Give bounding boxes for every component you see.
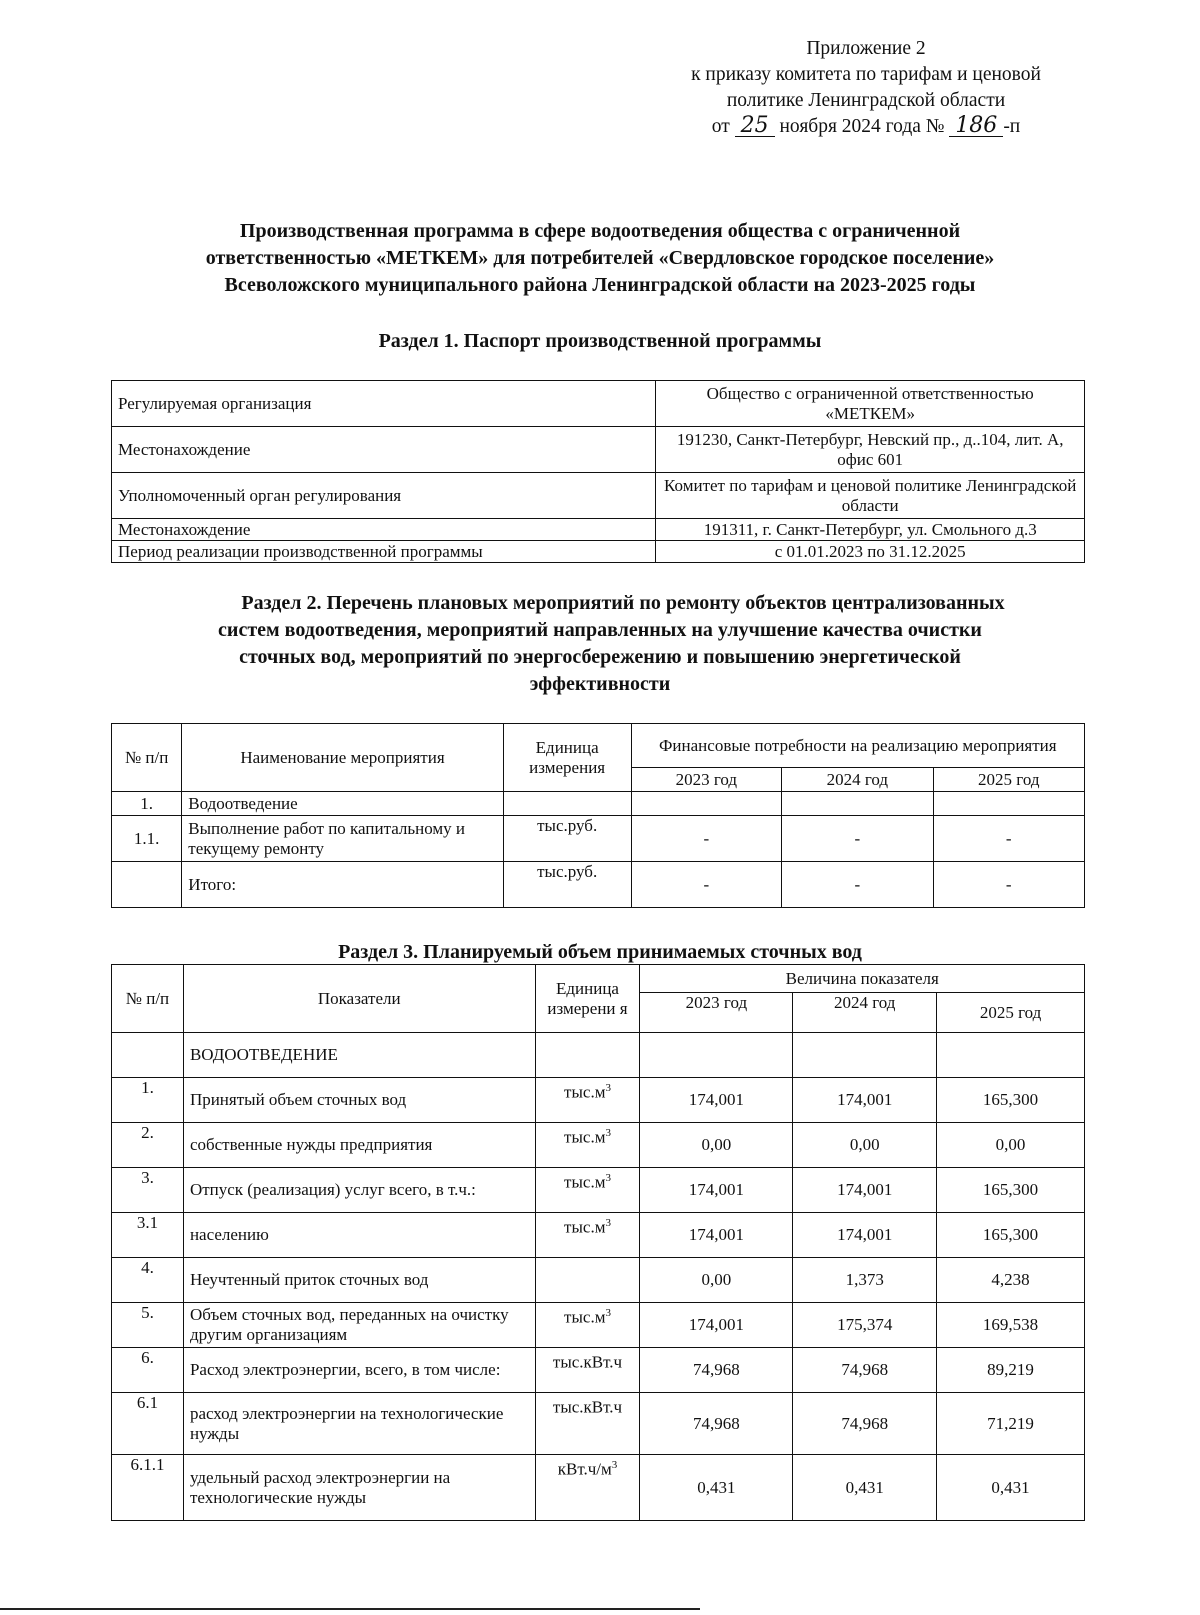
year-header: 2024 год xyxy=(782,768,933,792)
date-day-handwritten: 25 xyxy=(735,116,775,137)
passport-value: Общество с ограниченной ответственностью «МЕТКЕМ» xyxy=(656,381,1085,427)
row-name: Объем сточных вод, переданных на очистку другим организациям xyxy=(183,1303,535,1348)
section2-heading-line-2: систем водоотведения, мероприятий направленных на улучшение качества очистки xyxy=(218,619,982,641)
col-name-header: Наименование мероприятия xyxy=(182,724,503,792)
row-unit-text: тыс.м xyxy=(564,1172,606,1192)
col-finance-header: Финансовые потребности на реализацию мероприятия xyxy=(631,724,1084,768)
year-header: 2025 год xyxy=(937,993,1085,1033)
section3-heading: Раздел 3. Планируемый объем принимаемых сточных вод xyxy=(338,941,862,963)
table-row xyxy=(112,862,1085,908)
row-unit xyxy=(535,1168,640,1213)
row-value-2023: 74,968 xyxy=(640,1393,793,1455)
row-unit xyxy=(535,1213,640,1258)
row-name: Итого: xyxy=(182,862,503,908)
section2-heading-line-3: сточных вод, мероприятий по энергосбережению и повышению энергетической xyxy=(239,646,961,668)
row-num: 3.1 xyxy=(112,1213,184,1258)
row-value-2024 xyxy=(782,792,933,816)
appendix-header xyxy=(636,36,1096,140)
passport-label: Период реализации производственной программы xyxy=(112,541,656,563)
row-value-2023: 174,001 xyxy=(640,1303,793,1348)
row-num: 4. xyxy=(112,1258,184,1303)
section1-heading: Раздел 1. Паспорт производственной программы xyxy=(378,330,822,352)
group-row xyxy=(112,1033,1085,1078)
year-header: 2024 год xyxy=(793,993,937,1033)
row-unit-exponent: 3 xyxy=(605,1082,611,1094)
row-num: 2. xyxy=(112,1123,184,1168)
group-label: ВОДООТВЕДЕНИЕ xyxy=(183,1033,535,1078)
section2-heading-line-1: Раздел 2. Перечень плановых мероприятий по ремонту объектов централизованных xyxy=(241,592,1005,614)
row-value-2024: 175,374 xyxy=(793,1303,937,1348)
table-row xyxy=(112,1393,1085,1455)
col-value-header: Величина показателя xyxy=(640,965,1085,993)
row-unit-exponent: 3 xyxy=(605,1127,611,1139)
row-name: собственные нужды предприятия xyxy=(183,1123,535,1168)
row-value-2023 xyxy=(631,792,781,816)
section2-heading xyxy=(100,590,1100,698)
col-num-header: № п/п xyxy=(112,965,184,1033)
date-prefix: от xyxy=(711,116,730,137)
table-row xyxy=(112,1213,1085,1258)
row-value-2023: - xyxy=(631,862,781,908)
passport-row xyxy=(112,519,1085,541)
row-name: удельный расход электроэнергии на технологические нужды xyxy=(183,1455,535,1521)
row-name: Отпуск (реализация) услуг всего, в т.ч.: xyxy=(183,1168,535,1213)
row-num: 6. xyxy=(112,1348,184,1393)
table-row xyxy=(112,1455,1085,1521)
date-rest: ноября 2024 года № xyxy=(779,116,945,137)
title-line-3: Всеволожского муниципального района Ленинградской области на 2023-2025 годы xyxy=(224,274,976,296)
table-row xyxy=(112,1348,1085,1393)
table-row xyxy=(112,816,1085,862)
row-num: 6.1 xyxy=(112,1393,184,1455)
row-unit xyxy=(535,1078,640,1123)
row-value-2025: - xyxy=(933,862,1084,908)
row-unit xyxy=(503,792,631,816)
row-unit xyxy=(535,1303,640,1348)
table-row xyxy=(112,1258,1085,1303)
row-name: Принятый объем сточных вод xyxy=(183,1078,535,1123)
row-name: населению xyxy=(183,1213,535,1258)
row-unit xyxy=(535,1348,640,1393)
row-value-2024: 1,373 xyxy=(793,1258,937,1303)
year-header: 2023 год xyxy=(640,993,793,1033)
row-unit: тыс.руб. xyxy=(503,816,631,862)
passport-row xyxy=(112,473,1085,519)
row-value-2025: 165,300 xyxy=(937,1168,1085,1213)
row-unit-text: тыс.м xyxy=(564,1217,606,1237)
row-name: Выполнение работ по капитальному и текущему ремонту xyxy=(182,816,503,862)
row-value-2024: 74,968 xyxy=(793,1393,937,1455)
row-value-2024: 174,001 xyxy=(793,1078,937,1123)
row-unit xyxy=(535,1455,640,1521)
row-value-2024: 174,001 xyxy=(793,1168,937,1213)
year-header: 2023 год xyxy=(631,768,781,792)
volume-rows xyxy=(112,1078,1085,1521)
row-unit-text: тыс.м xyxy=(564,1127,606,1147)
title-line-1: Производственная программа в сфере водоотведения общества с ограниченной xyxy=(239,220,961,242)
table-row xyxy=(112,1123,1085,1168)
row-value-2025: 4,238 xyxy=(937,1258,1085,1303)
row-value-2023: 0,431 xyxy=(640,1455,793,1521)
row-value-2025 xyxy=(933,792,1084,816)
bottom-rule xyxy=(0,1608,700,1610)
order-date-line xyxy=(636,114,1096,140)
year-header: 2025 год xyxy=(933,768,1084,792)
row-value-2024: 0,00 xyxy=(793,1123,937,1168)
col-unit-header: Единица измерения xyxy=(503,724,631,792)
appendix-line-1: Приложение 2 xyxy=(806,38,926,59)
table-row xyxy=(112,1078,1085,1123)
row-value-2025: 165,300 xyxy=(937,1078,1085,1123)
row-value-2025: 165,300 xyxy=(937,1213,1085,1258)
row-value-2024: 174,001 xyxy=(793,1213,937,1258)
table-row xyxy=(112,1303,1085,1348)
passport-label: Местонахождение xyxy=(112,427,656,473)
row-value-2025: 169,538 xyxy=(937,1303,1085,1348)
volume-header-row xyxy=(112,965,1085,993)
row-unit xyxy=(535,1393,640,1455)
row-name: Неучтенный приток сточных вод xyxy=(183,1258,535,1303)
passport-label: Местонахождение xyxy=(112,519,656,541)
row-num: 1. xyxy=(112,1078,184,1123)
passport-value: 191311, г. Санкт-Петербург, ул. Смольного д.3 xyxy=(656,519,1085,541)
volume-table xyxy=(111,964,1085,1521)
table-row xyxy=(112,1168,1085,1213)
row-value-2024: - xyxy=(782,862,933,908)
row-value-2023: 174,001 xyxy=(640,1213,793,1258)
row-num: 3. xyxy=(112,1168,184,1213)
row-value-2023: - xyxy=(631,816,781,862)
row-num: 6.1.1 xyxy=(112,1455,184,1521)
row-value-2025: - xyxy=(933,816,1084,862)
passport-label: Уполномоченный орган регулирования xyxy=(112,473,656,519)
col-num-header: № п/п xyxy=(112,724,182,792)
row-value-2024: - xyxy=(782,816,933,862)
row-unit-text: тыс.м xyxy=(564,1307,606,1327)
row-unit-text: тыс.кВт.ч xyxy=(552,1352,623,1372)
order-number-handwritten: 186 xyxy=(949,116,1003,137)
passport-row xyxy=(112,381,1085,427)
col-unit-header: Единица измерени я xyxy=(535,965,640,1033)
row-value-2024: 74,968 xyxy=(793,1348,937,1393)
row-unit-text: тыс.кВт.ч xyxy=(552,1397,623,1417)
measures-header-row xyxy=(112,724,1085,768)
passport-value: 191230, Санкт-Петербург, Невский пр., д..104, лит. А, офис 601 xyxy=(656,427,1085,473)
row-unit-exponent: 3 xyxy=(605,1217,611,1229)
measures-table xyxy=(111,723,1085,908)
row-value-2025: 0,00 xyxy=(937,1123,1085,1168)
row-unit-text: тыс.м xyxy=(564,1082,606,1102)
row-unit-exponent: 3 xyxy=(605,1307,611,1319)
row-unit-exponent: 3 xyxy=(605,1172,611,1184)
title-line-2: ответственностью «МЕТКЕМ» для потребителей «Свердловское городское поселение» xyxy=(205,247,995,269)
passport-row xyxy=(112,427,1085,473)
row-value-2023: 174,001 xyxy=(640,1078,793,1123)
row-num: 5. xyxy=(112,1303,184,1348)
passport-row xyxy=(112,541,1085,563)
order-suffix: -п xyxy=(1003,116,1021,137)
row-unit-text: кВт.ч/м xyxy=(557,1459,612,1479)
table-row xyxy=(112,792,1085,816)
row-num: 1. xyxy=(112,792,182,816)
appendix-line-2: к приказу комитета по тарифам и ценовой xyxy=(691,64,1041,85)
row-value-2023: 174,001 xyxy=(640,1168,793,1213)
row-unit xyxy=(535,1123,640,1168)
row-name: Расход электроэнергии, всего, в том числе: xyxy=(183,1348,535,1393)
row-value-2024: 0,431 xyxy=(793,1455,937,1521)
section2-heading-line-4: эффективности xyxy=(529,673,671,695)
row-name: расход электроэнергии на технологические нужды xyxy=(183,1393,535,1455)
passport-label: Регулируемая организация xyxy=(112,381,656,427)
appendix-line-3: политике Ленинградской области xyxy=(726,90,1006,111)
row-name: Водоотведение xyxy=(182,792,503,816)
col-name-header: Показатели xyxy=(183,965,535,1033)
row-unit: тыс.руб. xyxy=(503,862,631,908)
passport-value: с 01.01.2023 по 31.12.2025 xyxy=(656,541,1085,563)
row-value-2023: 0,00 xyxy=(640,1123,793,1168)
document-title xyxy=(100,218,1100,299)
row-num: 1.1. xyxy=(112,816,182,862)
row-value-2023: 0,00 xyxy=(640,1258,793,1303)
row-unit-exponent: 3 xyxy=(611,1459,618,1471)
row-value-2025: 71,219 xyxy=(937,1393,1085,1455)
passport-value: Комитет по тарифам и ценовой политике Ленинградской области xyxy=(656,473,1085,519)
row-unit xyxy=(535,1258,640,1303)
row-num xyxy=(112,862,182,908)
passport-table xyxy=(111,380,1085,563)
row-value-2025: 89,219 xyxy=(937,1348,1085,1393)
row-value-2023: 74,968 xyxy=(640,1348,793,1393)
row-value-2025: 0,431 xyxy=(937,1455,1085,1521)
